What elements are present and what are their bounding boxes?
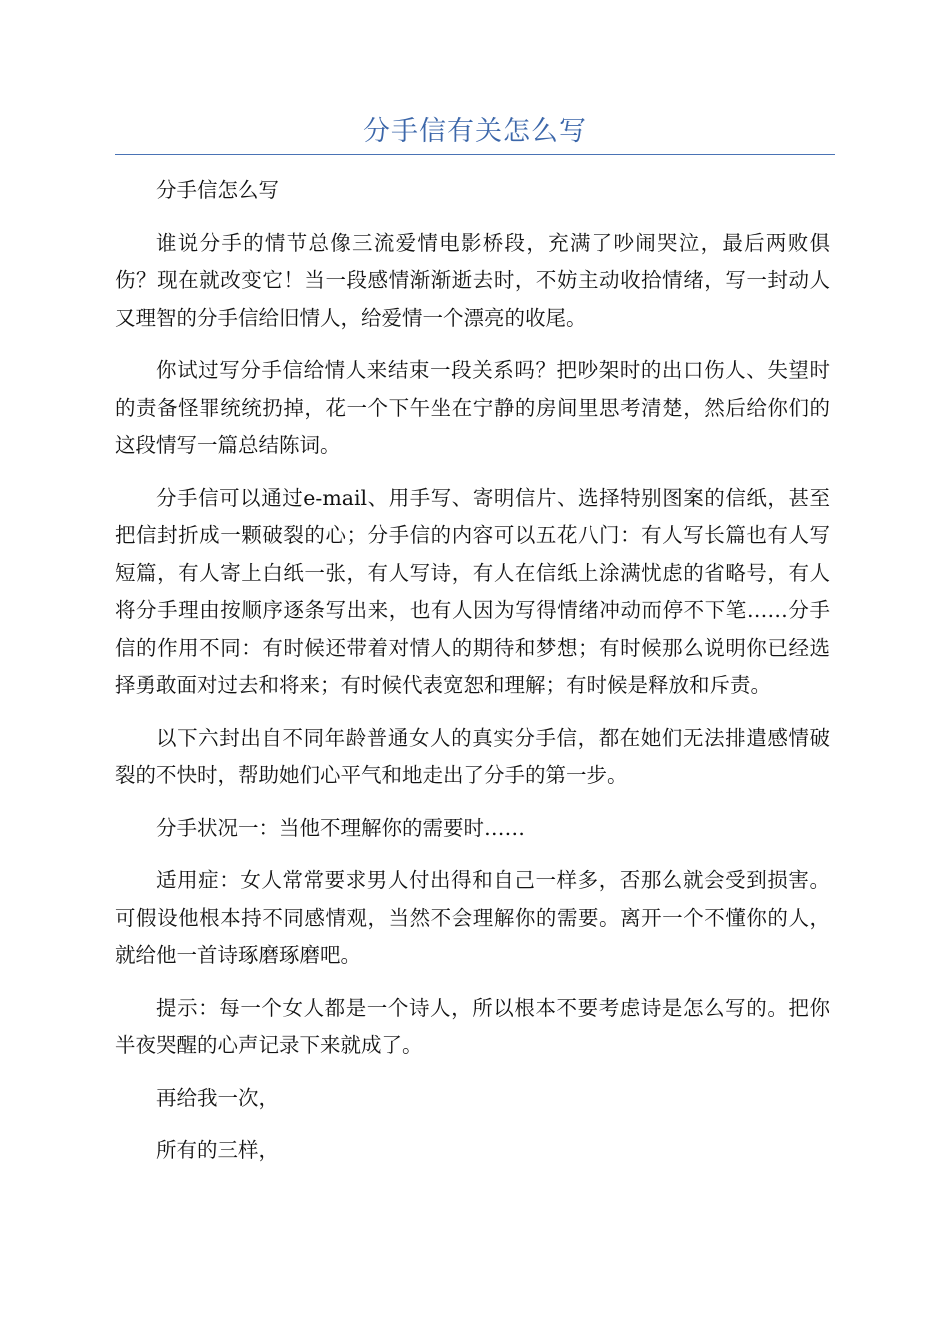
paragraph: 你试过写分手信给情人来结束一段关系吗？把吵架时的出口伤人、失望时的责备怪罪统统扔掉，花一个下午坐在宁静的房间里思考清楚，然后给你们的这段情写一篇总结陈词。 [115, 358, 830, 457]
poem-line: 所有的三样， [156, 1138, 279, 1162]
paragraph-subheading: 分手状况一：当他不理解你的需要时…… [156, 815, 525, 840]
paragraph: 提示：每一个女人都是一个诗人，所以根本不要考虑诗是怎么写的。把你半夜哭醒的心声记录下来就成了。 [115, 995, 830, 1057]
poem-line: 再给我一次， [156, 1085, 279, 1110]
paragraph: 谁说分手的情节总像三流爱情电影桥段，充满了吵闹哭泣，最后两败俱伤？现在就改变它！当一段感情渐渐逝去时，不妨主动收拾情绪，写一封动人又理智的分手信给旧情人，给爱情一个漂亮的收尾。 [115, 230, 830, 330]
paragraph-heading: 分手信怎么写 [156, 178, 279, 202]
paragraph: 分手信可以通过e-mail、用手写、寄明信片、选择特别图案的信纸，甚至把信封折成一颗破裂的心；分手信的内容可以五花八门：有人写长篇也有人写短篇，有人寄上白纸一张，有人写诗，有人在信纸上涂满忧虑的省略号，有人将分手理由按顺序逐条写出来，也有人因为写得情绪冲动而停不下笔……分手信的作用不同：有时候还带着对情人的期待和梦想；有时候那么说明你已经选择勇敢面对过去和将来；有时候代表宽恕和理解；有时候是释放和斥责。 [115, 485, 830, 697]
page-title: 分手信有关怎么写 [363, 116, 587, 147]
paragraph: 以下六封出自不同年龄普通女人的真实分手信，都在她们无法排遣感情破裂的不快时，帮助她们心平气和地走出了分手的第一步。 [115, 725, 830, 787]
paragraph: 适用症：女人常常要求男人付出得和自己一样多，否那么就会受到损害。可假设他根本持不同感情观，当然不会理解你的需要。离开一个不懂你的人，就给他一首诗琢磨琢磨吧。 [115, 868, 830, 967]
document-body [115, 172, 830, 1185]
title-divider [115, 154, 835, 155]
